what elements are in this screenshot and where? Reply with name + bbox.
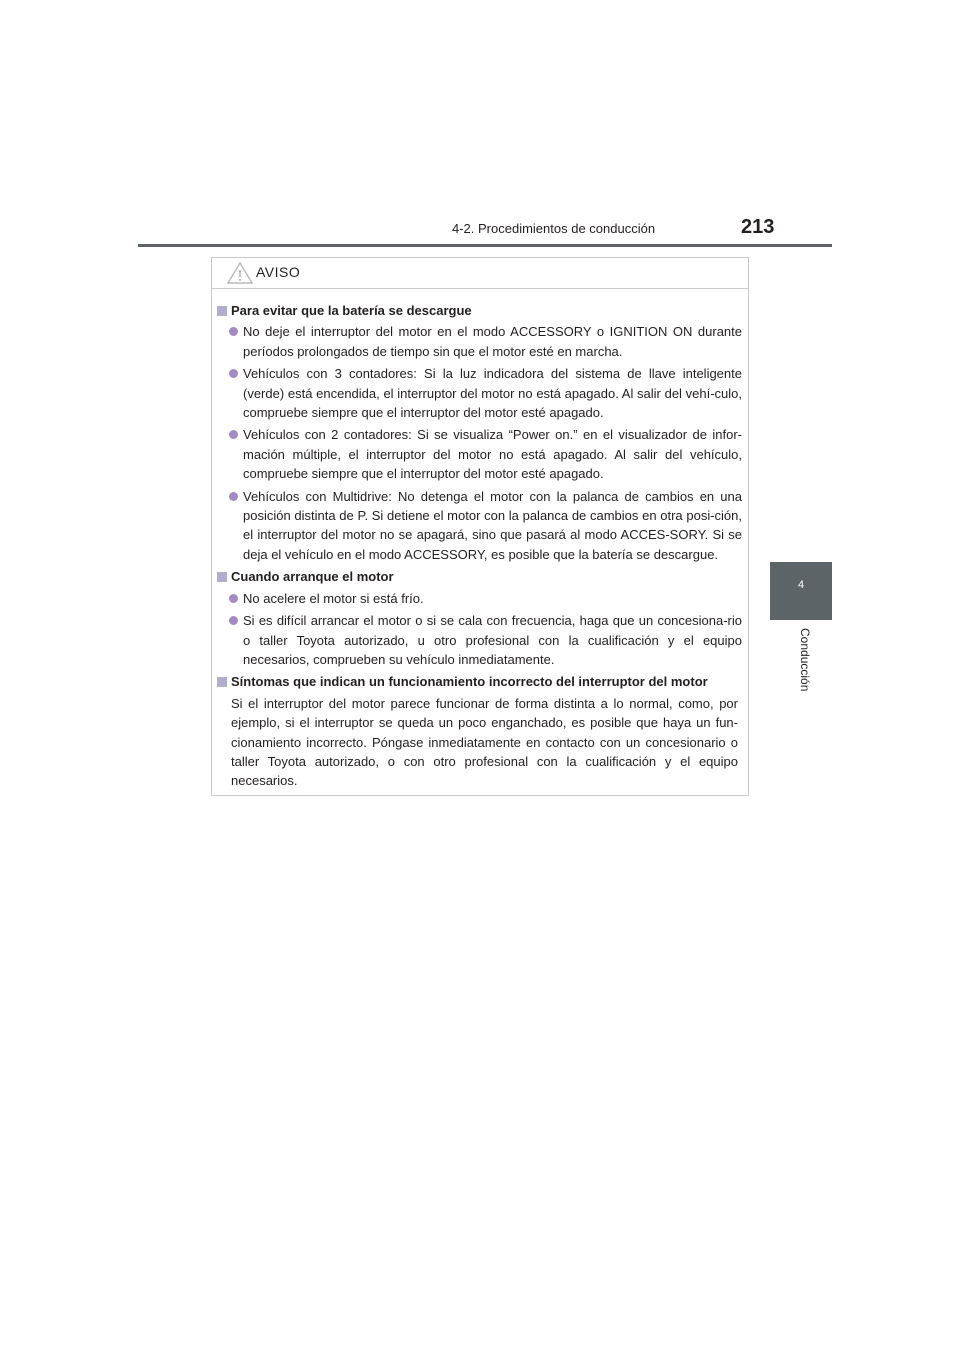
warning-section [217, 567, 742, 669]
section-title [217, 672, 742, 691]
list-item-text: Vehículos con 2 contadores: Si se visualiza “Power on.” en el visualizador de infor-mación múltiple, el interruptor del motor no está apagado. Al salir del vehículo, compruebe siempre que el interruptor del motor esté apagado. [243, 427, 742, 482]
chapter-tab-number: 4 [797, 579, 805, 591]
list-item [217, 425, 742, 483]
warning-triangle-icon [227, 262, 253, 284]
list-item-text: Vehículos con 3 contadores: Si la luz indicadora del sistema de llave inteligente (verde) está encendida, el interruptor del motor no está apagado. Al salir del vehí-culo, compruebe siempre que el interruptor del motor esté apagado. [243, 366, 742, 421]
circle-bullet-icon [229, 430, 238, 439]
warning-body [212, 289, 748, 791]
square-bullet-icon [217, 572, 227, 582]
section-title [217, 301, 742, 320]
list-item [217, 364, 742, 422]
chapter-tab [770, 562, 832, 620]
section-paragraph: Si el interruptor del motor parece funcionar de forma distinta a lo normal, como, por ejemplo, si el interruptor se queda un poco enganchado, es posible que haya un fun-cionamiento incorrecto. Póngase inmediatamente en contacto con un concesionario o taller Toyota autorizado, o con otro profesional con la cualificación y el equipo necesarios. [231, 695, 738, 789]
section-title [217, 567, 742, 586]
list-item-text: No acelere el motor si está frío. [243, 590, 424, 606]
list-item-text: Si es difícil arrancar el motor o si se cala con frecuencia, haga que un concesiona-rio o taller Toyota autorizado, u otro profesional con la cualificación y el equipo necesarios, comprueben su vehículo inmediatamente. [243, 613, 742, 667]
circle-bullet-icon [229, 594, 238, 603]
list-item [217, 611, 742, 669]
circle-bullet-icon [229, 369, 238, 378]
warning-title: AVISO [256, 264, 301, 280]
chapter-side-label-text: Conducción [798, 628, 812, 692]
section-title-text: Cuando arranque el motor [231, 569, 394, 585]
list-item [217, 487, 742, 565]
chapter-section-title: 4-2. Procedimientos de conducción [452, 221, 656, 236]
warning-box [211, 257, 749, 796]
list-item [217, 322, 742, 361]
section-title-text: Síntomas que indican un funcionamiento incorrecto del interruptor del motor [231, 674, 708, 690]
header-divider [138, 244, 832, 247]
page-number: 213 [741, 216, 775, 238]
warning-section [217, 672, 742, 790]
square-bullet-icon [217, 677, 227, 687]
circle-bullet-icon [229, 616, 238, 625]
warning-header [212, 258, 748, 289]
circle-bullet-icon [229, 327, 238, 336]
list-item-text: No deje el interruptor del motor en el modo ACCESSORY o IGNITION ON durante períodos prolongados de tiempo sin que el motor esté en marcha. [243, 324, 742, 359]
warning-section [217, 301, 742, 564]
section-title-text: Para evitar que la batería se descargue [231, 303, 472, 318]
square-bullet-icon [217, 306, 227, 316]
circle-bullet-icon [229, 492, 238, 501]
list-item-text: Vehículos con Multidrive: No detenga el motor con la palanca de cambios en una posición distinta de P. Si detiene el motor con la palanca de cambios en otra posi-ción, el interruptor del motor no se apagará, sino que pasará al modo ACCES-SORY. Si se deja el vehículo en el modo ACCESSORY, es posible que la batería se descargue. [243, 488, 742, 562]
list-item [217, 589, 742, 608]
chapter-side-label [774, 628, 834, 708]
